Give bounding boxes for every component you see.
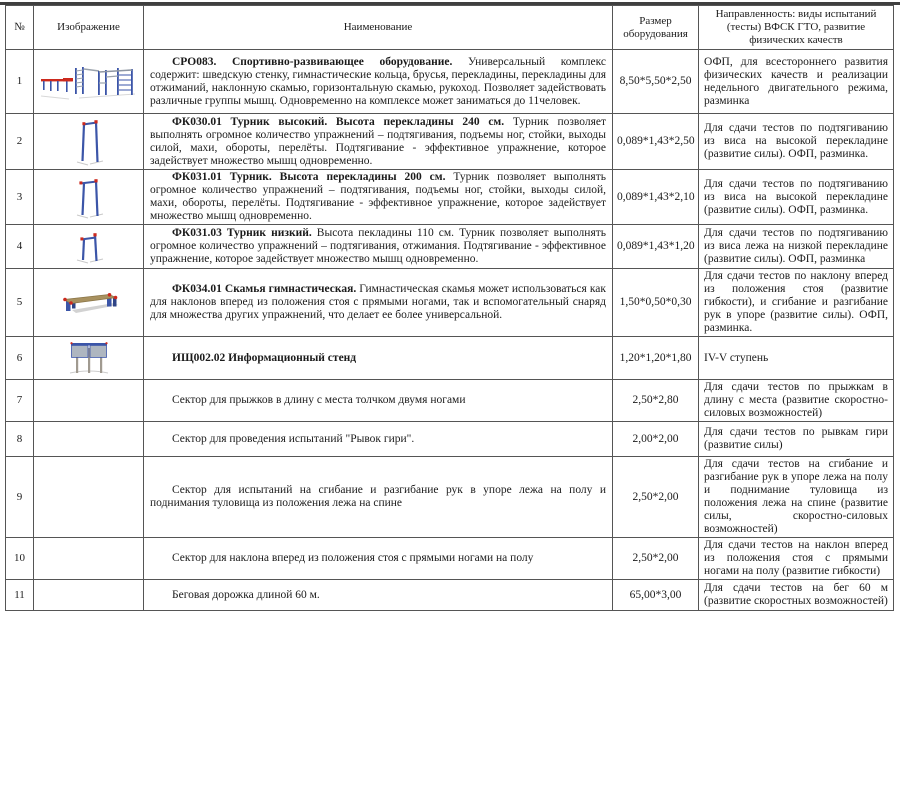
table-body — [6, 50, 894, 611]
equipment-size-cell — [613, 422, 699, 457]
table-row — [6, 580, 894, 611]
equipment-direction-cell — [699, 580, 894, 611]
row-number: 4 — [16, 240, 23, 252]
equipment-image-cell — [34, 225, 144, 269]
equipment-description: Сектор для прыжков в длину с места толчком двумя ногами — [172, 394, 466, 406]
row-number: 5 — [16, 296, 23, 308]
equipment-image — [66, 352, 112, 364]
equipment-name — [150, 171, 606, 223]
table-row — [6, 50, 894, 114]
sports-complex-icon — [39, 63, 139, 101]
row-number: 6 — [16, 351, 23, 364]
header-name: Наименование — [144, 6, 613, 50]
equipment-image-cell — [34, 114, 144, 170]
equipment-size: 2,50*2,80 — [632, 394, 679, 406]
row-number-cell — [6, 337, 34, 380]
equipment-direction-cell — [699, 380, 894, 422]
row-number: 7 — [16, 394, 23, 406]
equipment-name — [150, 352, 606, 365]
equipment-size: 65,00*3,00 — [629, 588, 682, 601]
equipment-image — [73, 191, 105, 203]
equipment-size: 2,50*2,00 — [632, 490, 679, 503]
equipment-name-cell — [144, 422, 613, 457]
pullup-bar-high-icon — [73, 117, 105, 167]
equipment-direction: Для сдачи тестов на наклон вперед из положения стоя с прямыми ногами на полу (развитие гибкости) — [704, 539, 888, 577]
equipment-direction: Для сдачи тестов по прыжкам в длину с места (развитие скоростно-силовых возможностей) — [704, 381, 888, 419]
equipment-size-cell — [613, 337, 699, 380]
equipment-code: СРО083. Спортивно-развивающее оборудование. — [172, 55, 453, 68]
equipment-image — [73, 240, 105, 252]
equipment-name — [150, 433, 606, 446]
equipment-size: 0,089*1,43*2,50 — [617, 135, 695, 147]
equipment-direction-cell — [699, 50, 894, 114]
equipment-size-cell — [613, 114, 699, 170]
equipment-name-cell — [144, 457, 613, 538]
header-number: № — [6, 6, 34, 50]
equipment-name-cell — [144, 50, 613, 114]
equipment-size-cell — [613, 269, 699, 337]
equipment-direction: Для сдачи тестов на бег 60 м (развитие скоростных возможностей) — [704, 582, 888, 607]
row-number: 10 — [14, 552, 25, 564]
table-row — [6, 337, 894, 380]
table-row — [6, 422, 894, 457]
equipment-image-cell — [34, 580, 144, 611]
table-row — [6, 380, 894, 422]
equipment-description: Сектор для испытаний на сгибание и разгибание рук в упоре лежа на полу и поднимания туловища из положения лежа на спине — [150, 484, 606, 509]
row-number-cell — [6, 457, 34, 538]
equipment-name-cell — [144, 538, 613, 580]
equipment-code: ИЩ002.02 Информационный стенд — [172, 351, 357, 364]
equipment-direction-cell — [699, 457, 894, 538]
equipment-size-cell — [613, 225, 699, 269]
equipment-code: ФК030.01 Турник высокий. Высота перекладины 240 см. — [172, 115, 505, 128]
equipment-direction-cell — [699, 170, 894, 225]
equipment-direction: Для сдачи тестов по наклону вперед из положения стоя (развитие гибкости), и сгибание и разгибание рук в упоре (развитие силы). ОФП, разминка. — [704, 270, 888, 334]
equipment-direction: Для сдачи тестов по рывкам гири (развитие силы) — [704, 426, 888, 451]
equipment-direction-cell — [699, 114, 894, 170]
equipment-direction: Для сдачи тестов по подтягиванию из виса лежа на низкой перекладине (развитие силы). ОФП, разминка — [704, 227, 888, 265]
header-row — [6, 6, 894, 50]
table-row — [6, 269, 894, 337]
equipment-size-cell — [613, 580, 699, 611]
equipment-description: Сектор для наклона вперед из положения стоя с прямыми ногами на полу — [172, 552, 534, 564]
equipment-direction: Для сдачи тестов по подтягиванию из виса на высокой перекладине (развитие силы). ОФП, разминка. — [704, 122, 888, 160]
equipment-size-cell — [613, 538, 699, 580]
equipment-description: Высота пекладины 110 см. Турник позволяет выполнять огромное количество упражнений – подтягивания, отжимания. Подтягивание - эффективное упражнение, которое задействует множество мышц одновременно. — [150, 227, 606, 265]
equipment-name-cell — [144, 269, 613, 337]
header-size: Размер оборудования — [613, 6, 699, 50]
equipment-image-cell — [34, 380, 144, 422]
row-number-cell — [6, 580, 34, 611]
gym-bench-icon — [58, 290, 120, 316]
equipment-direction: Для сдачи тестов на сгибание и разгибание рук в упоре лежа на полу и поднимание туловища из положения лежа на спине (развитие силы, скоростно-силовых возможностей) — [704, 458, 888, 535]
equipment-size: 1,50*0,50*0,30 — [619, 296, 692, 308]
row-number-cell — [6, 114, 34, 170]
row-number-cell — [6, 50, 34, 114]
row-number-cell — [6, 422, 34, 457]
equipment-size-cell — [613, 170, 699, 225]
equipment-direction-cell — [699, 225, 894, 269]
equipment-size: 2,50*2,00 — [632, 552, 679, 564]
equipment-image-cell — [34, 538, 144, 580]
equipment-size: 1,20*1,20*1,80 — [619, 351, 692, 364]
equipment-image-cell — [34, 457, 144, 538]
table-header — [6, 6, 894, 50]
equipment-direction: IV-V ступень — [704, 351, 769, 364]
equipment-code: ФК034.01 Скамья гимнастическая. — [172, 283, 357, 295]
table-row — [6, 170, 894, 225]
equipment-name — [150, 116, 606, 168]
equipment-description: Гимнастическая скамья может использоваться как для наклонов вперед из положения стоя с прямыми ногами, так и вспомогательный снаряд для множества других упражнений, что делает ее более универсальной. — [150, 283, 606, 321]
equipment-direction-cell — [699, 422, 894, 457]
equipment-name — [150, 589, 606, 602]
equipment-name-cell — [144, 114, 613, 170]
equipment-size: 0,089*1,43*2,10 — [617, 190, 695, 203]
equipment-name-cell — [144, 225, 613, 269]
header-direction: Направленность: виды испытаний (тесты) ВФСК ГТО, развитие физических качеств — [699, 6, 894, 50]
equipment-description: Универсальный комплекс содержит: шведскую стенку, гимнастические кольца, брусья, перекладины, перекладины для отжиманий, наклонную скамью, горизонтальную скамью, рукоход. Позволяет задействовать различные группы мышц. Одновременно на комплексе может заниматься до 11человек. — [150, 55, 606, 107]
row-number: 1 — [16, 75, 23, 87]
equipment-name-cell — [144, 170, 613, 225]
row-number-cell — [6, 380, 34, 422]
info-stand-icon — [66, 340, 112, 376]
pullup-bar-mid-icon — [73, 174, 105, 220]
equipment-size: 0,089*1,43*1,20 — [617, 240, 695, 252]
equipment-image — [58, 296, 120, 308]
row-number: 9 — [16, 490, 23, 503]
equipment-name-cell — [144, 380, 613, 422]
equipment-name — [150, 552, 606, 565]
equipment-size-cell — [613, 457, 699, 538]
equipment-code: ФК031.01 Турник. Высота перекладины 200 см. — [172, 171, 446, 183]
equipment-direction: ОФП, для всестороннего развития физических качеств и реализации недельного двигательного режима, разминка — [704, 55, 888, 107]
equipment-size-cell — [613, 380, 699, 422]
row-number-cell — [6, 225, 34, 269]
equipment-image — [73, 135, 105, 147]
equipment-image-cell — [34, 269, 144, 337]
table-row — [6, 457, 894, 538]
equipment-name-cell — [144, 337, 613, 380]
row-number: 2 — [16, 135, 23, 147]
equipment-description: Сектор для проведения испытаний "Рывок гири". — [172, 432, 415, 445]
equipment-direction-cell — [699, 538, 894, 580]
table-row — [6, 538, 894, 580]
equipment-direction-cell — [699, 269, 894, 337]
equipment-size: 2,00*2,00 — [632, 432, 679, 445]
pullup-bar-low-icon — [73, 228, 105, 265]
equipment-description: Турник позволяет выполнять огромное количество упражнений – подтягивания, подъемы ног, стойки, выходы силой, махи, обороты, перелёты. Подтягивание - эффективное упражнение, которое задействует множество мышц одновременно. — [150, 115, 607, 167]
equipment-description: Турник позволяет выполнять огромное количество упражнений – подтягивания, подъемы ног, стойки, выходы силой, махи, обороты, перелёты. Подтягивание - эффективное упражнение, которое задействует множество мышц одновременно. — [150, 171, 606, 222]
row-number: 11 — [14, 588, 25, 601]
equipment-image — [39, 75, 139, 87]
equipment-name — [150, 56, 606, 108]
equipment-image-cell — [34, 337, 144, 380]
equipment-image-cell — [34, 50, 144, 114]
equipment-direction-cell — [699, 337, 894, 380]
equipment-name — [150, 227, 606, 266]
equipment-name — [150, 484, 606, 510]
equipment-description: Беговая дорожка длиной 60 м. — [172, 588, 320, 601]
row-number: 3 — [16, 190, 23, 203]
row-number-cell — [6, 170, 34, 225]
equipment-size-cell — [613, 50, 699, 114]
equipment-table — [5, 5, 894, 611]
equipment-image-cell — [34, 170, 144, 225]
row-number: 8 — [16, 432, 23, 445]
equipment-name — [150, 394, 606, 407]
equipment-code: ФК031.03 Турник низкий. — [172, 227, 312, 239]
equipment-name — [150, 283, 606, 322]
equipment-name-cell — [144, 580, 613, 611]
header-image: Изображение — [34, 6, 144, 50]
equipment-image-cell — [34, 422, 144, 457]
row-number-cell — [6, 269, 34, 337]
table-row — [6, 225, 894, 269]
equipment-direction: Для сдачи тестов по подтягиванию из виса на высокой перекладине (развитие силы). ОФП, разминка. — [704, 177, 888, 216]
row-number-cell — [6, 538, 34, 580]
equipment-size: 8,50*5,50*2,50 — [619, 75, 692, 87]
table-row — [6, 114, 894, 170]
